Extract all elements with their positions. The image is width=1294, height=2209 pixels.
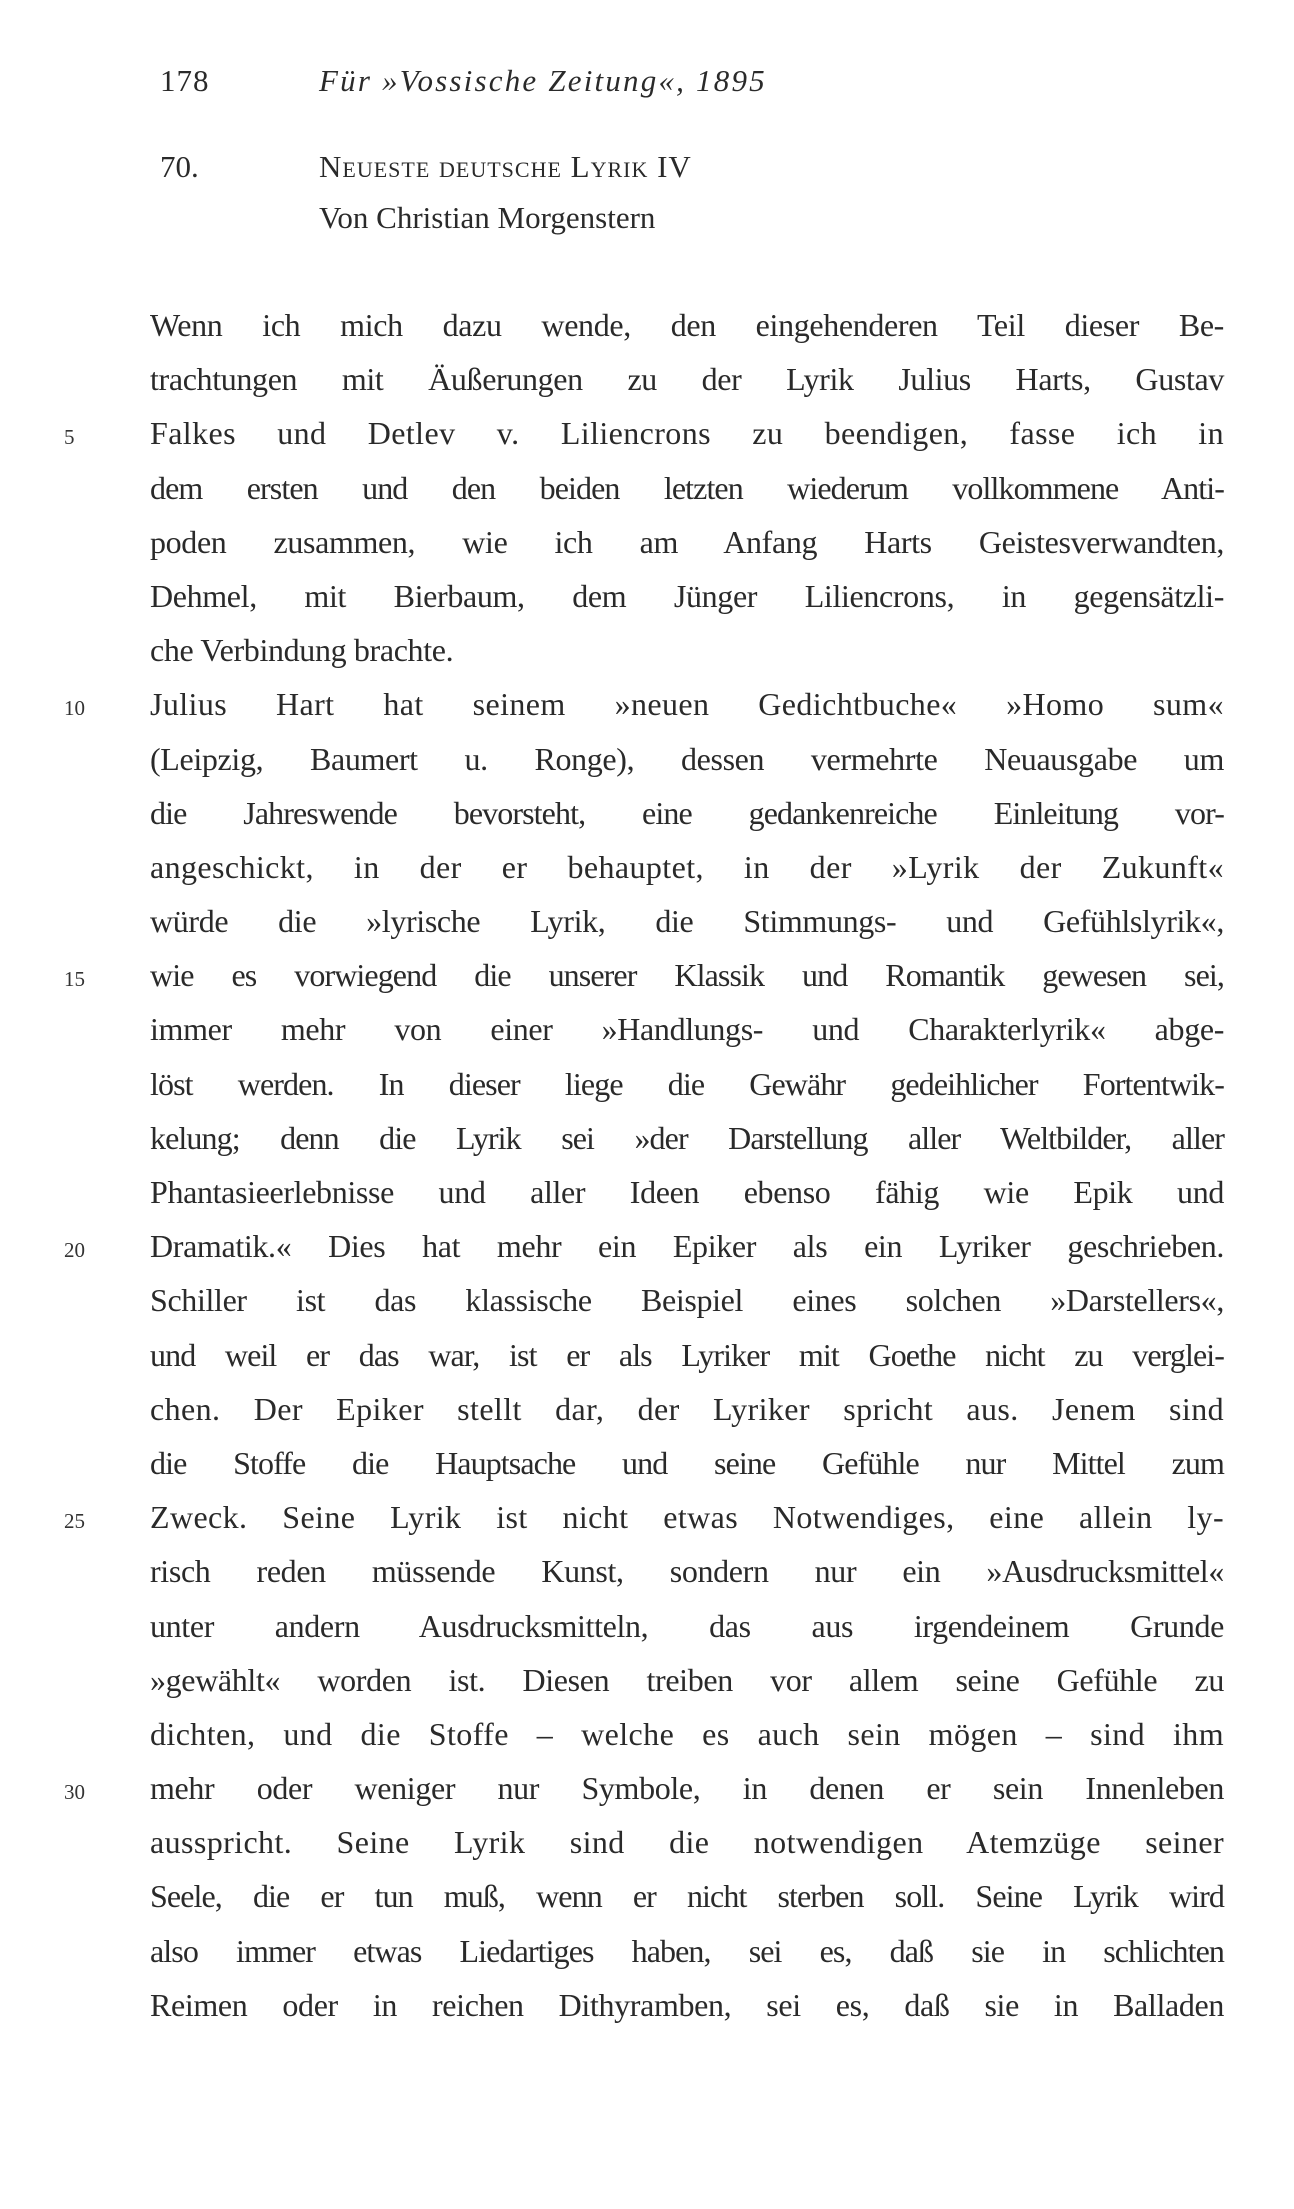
line-text: immer mehr von einer »Handlungs- und Charakterlyrik« abge-: [150, 1011, 1224, 1048]
line-text: kelung; denn die Lyrik sei »der Darstellung aller Weltbilder, aller: [150, 1119, 1224, 1156]
line-number: 10: [64, 696, 85, 721]
text-line: [0, 1002, 1294, 1056]
text-line: [0, 1057, 1294, 1111]
line-text: che Verbindung brachte.: [150, 632, 454, 669]
text-line: [0, 461, 1294, 515]
line-text: unter andern Ausdrucksmitteln, das aus irgendeinem Grunde: [150, 1607, 1224, 1644]
text-line: [0, 1165, 1294, 1219]
text-line: [0, 677, 1294, 731]
text-line: [0, 569, 1294, 623]
text-line: [0, 1978, 1294, 2032]
line-text: Reimen oder in reichen Dithyramben, sei es, daß sie in Balladen: [150, 1986, 1224, 2023]
line-text: Schiller ist das klassische Beispiel eines solchen »Darstellers«,: [150, 1282, 1224, 1319]
text-line: [0, 1111, 1294, 1165]
text-line: [0, 1328, 1294, 1382]
line-text: ausspricht. Seine Lyrik sind die notwendigen Atemzüge seiner: [150, 1824, 1224, 1861]
line-text: »gewählt« worden ist. Diesen treiben vor allem seine Gefühle zu: [150, 1661, 1224, 1698]
line-text: chen. Der Epiker stellt dar, der Lyriker spricht aus. Jenem sind: [150, 1390, 1224, 1427]
text-line: [0, 1382, 1294, 1436]
line-text: Wenn ich mich dazu wende, den eingehenderen Teil dieser Be-: [150, 307, 1224, 343]
body-text: [0, 298, 1294, 2032]
line-text: Phantasieerlebnisse und aller Ideen ebenso fähig wie Epik und: [150, 1174, 1224, 1210]
text-line: [0, 1924, 1294, 1978]
line-number: 15: [64, 967, 85, 992]
text-line: [0, 1599, 1294, 1653]
article-author: Von Christian Morgenstern: [319, 200, 656, 235]
line-number: 30: [64, 1780, 85, 1805]
text-line: [0, 1869, 1294, 1923]
line-number: 5: [64, 425, 75, 450]
line-text: poden zusammen, wie ich am Anfang Harts Geistesverwandten,: [150, 523, 1224, 560]
line-text: die Stoffe die Hauptsache und seine Gefühle nur Mittel zum: [150, 1444, 1224, 1481]
text-line: [0, 786, 1294, 840]
line-text: wie es vorwiegend die unserer Klassik und Romantik gewesen sei,: [150, 957, 1224, 994]
line-text: (Leipzig, Baumert u. Ronge), dessen vermehrte Neuausgabe um: [150, 740, 1224, 777]
line-text: mehr oder weniger nur Symbole, in denen er sein Innenleben: [150, 1770, 1224, 1807]
text-line: [0, 1653, 1294, 1707]
line-text: angeschickt, in der er behauptet, in der »Lyrik der Zukunft«: [150, 848, 1224, 885]
running-head-title: Für »Vossische Zeitung«, 1895: [319, 63, 767, 98]
line-text: trachtungen mit Äußerungen zu der Lyrik Julius Harts, Gustav: [150, 361, 1224, 398]
line-text: und weil er das war, ist er als Lyriker mit Goethe nicht zu verglei-: [150, 1336, 1224, 1373]
text-line: [0, 840, 1294, 894]
line-text: risch reden müssende Kunst, sondern nur ein »Ausdrucksmittel«: [150, 1553, 1224, 1590]
line-text: löst werden. In dieser liege die Gewähr gedeihlicher Fortentwik-: [150, 1065, 1224, 1102]
text-line: [0, 1761, 1294, 1815]
text-line: [0, 352, 1294, 406]
line-text: die Jahreswende bevorsteht, eine gedankenreiche Einleitung vor-: [150, 794, 1224, 831]
line-text: würde die »lyrische Lyrik, die Stimmungs- und Gefühlslyrik«,: [150, 903, 1224, 940]
text-line: [0, 1707, 1294, 1761]
text-line: [0, 1273, 1294, 1327]
line-text: Dehmel, mit Bierbaum, dem Jünger Liliencrons, in gegensätzli-: [150, 577, 1224, 614]
running-head: [0, 56, 1294, 106]
line-text: Zweck. Seine Lyrik ist nicht etwas Notwendiges, eine allein ly-: [150, 1499, 1224, 1536]
text-line: [0, 1544, 1294, 1598]
text-line: [0, 894, 1294, 948]
text-line: [0, 406, 1294, 460]
article-title: Neueste deutsche Lyrik IV: [319, 149, 692, 184]
text-line: [0, 948, 1294, 1002]
article-number: 70.: [160, 149, 199, 184]
page-number: 178: [160, 63, 210, 98]
text-line: [0, 623, 1294, 677]
line-text: Falkes und Detlev v. Liliencrons zu beendigen, fasse ich in: [150, 415, 1224, 452]
text-line: [0, 515, 1294, 569]
line-text: dichten, und die Stoffe – welche es auch sein mögen – sind ihm: [150, 1715, 1224, 1752]
text-line: [0, 1815, 1294, 1869]
text-line: [0, 732, 1294, 786]
text-line: [0, 298, 1294, 352]
line-text: Dramatik.« Dies hat mehr ein Epiker als ein Lyriker geschrieben.: [150, 1228, 1224, 1265]
line-text: dem ersten und den beiden letzten wiederum vollkommene Anti-: [150, 469, 1224, 506]
text-line: [0, 1219, 1294, 1273]
text-line: [0, 1490, 1294, 1544]
line-number: 20: [64, 1238, 85, 1263]
text-line: [0, 1436, 1294, 1490]
line-text: Seele, die er tun muß, wenn er nicht sterben soll. Seine Lyrik wird: [150, 1878, 1224, 1915]
line-text: also immer etwas Liedartiges haben, sei es, daß sie in schlichten: [150, 1932, 1224, 1969]
line-text: Julius Hart hat seinem »neuen Gedichtbuche« »Homo sum«: [150, 686, 1224, 723]
line-number: 25: [64, 1509, 85, 1534]
